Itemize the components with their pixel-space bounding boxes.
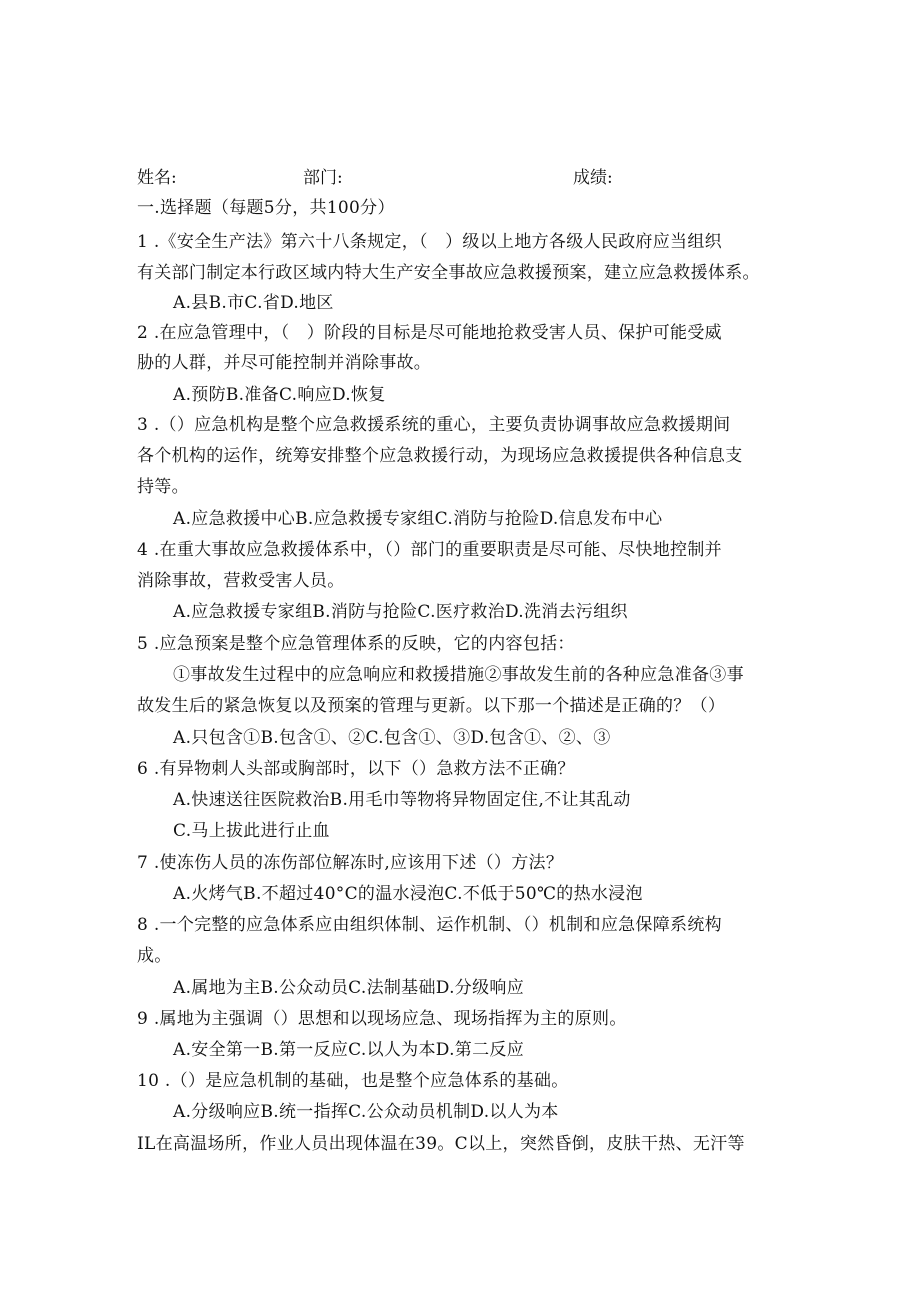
question-6-options-1: A.快速送往医院救治B.用毛巾等物将异物固定住,不让其乱动 [173, 790, 631, 810]
question-4-options: A.应急救援专家组B.消防与抢险C.医疗救治D.洗消去污组织 [173, 602, 628, 622]
question-2-line-2: 胁的人群，并尽可能控制并消除事故。 [137, 353, 432, 373]
question-3-options: A.应急救援中心B.应急救援专家组C.消防与抢险D.信息发布中心 [173, 509, 663, 529]
question-11-line-1: IL在高温场所，作业人员出现体温在39。C以上，突然昏倒，皮肤干热、无汗等 [137, 1134, 745, 1154]
question-1-line-1: 1 .《安全生产法》第六十八条规定，（ ）级以上地方各级人民政府应当组织 [137, 232, 722, 252]
question-1-line-2: 有关部门制定本行政区域内特大生产安全事故应急救援预案，建立应急救援体系。 [137, 263, 760, 283]
question-4-line-2: 消除事故，营救受害人员。 [137, 571, 345, 591]
question-10-options: A.分级响应B.统一指挥C.公众动员机制D.以人为本 [173, 1102, 559, 1122]
section-title: 一.选择题（每题5分，共100分） [137, 198, 395, 218]
question-6-line-1: 6 .有异物刺人头部或胸部时，以下（）急救方法不正确？ [137, 759, 575, 779]
question-9-options: A.安全第一B.第一反应C.以人为本D.第二反应 [173, 1040, 525, 1060]
question-5-sub-line-1: ①事故发生过程中的应急响应和救援措施②事故发生前的各种应急准备③事 [173, 665, 744, 685]
department-label: 部门: [303, 168, 343, 188]
question-3-line-1: 3 .（）应急机构是整个应急救援系统的重心，主要负责协调事故应急救援期间 [137, 415, 731, 435]
question-6-options-2: C.马上拔此进行止血 [173, 821, 330, 841]
question-8-line-2: 成。 [137, 946, 172, 966]
question-5-options: A.只包含①B.包含①、②C.包含①、③D.包含①、②、③ [173, 728, 611, 748]
question-2-options: A.预防B.准备C.响应D.恢复 [173, 385, 386, 405]
question-8-line-1: 8 .一个完整的应急体系应由组织体制、运作机制、（）机制和应急保障系统构 [137, 915, 722, 935]
question-4-line-1: 4 .在重大事故应急救援体系中，（）部门的重要职责是尽可能、尽快地控制并 [137, 540, 722, 560]
question-7-options: A.火烤气B.不超过40°C的温水浸泡C.不低于50℃的热水浸泡 [173, 884, 643, 904]
question-2-line-1: 2 .在应急管理中，（ ）阶段的目标是尽可能地抢救受害人员、保护可能受威 [137, 323, 722, 343]
question-8-options: A.属地为主B.公众动员C.法制基础D.分级响应 [173, 978, 525, 998]
score-label: 成绩: [573, 168, 613, 188]
question-3-line-2: 各个机构的运作，统筹安排整个应急救援行动，为现场应急救援提供各种信息支 [137, 446, 743, 466]
question-1-options: A.县B.市C.省D.地区 [173, 293, 334, 313]
question-5-sub-line-2: 故发生后的紧急恢复以及预案的管理与更新。以下那一个描述是正确的？（） [137, 696, 726, 716]
name-label: 姓名: [137, 168, 177, 188]
question-5-line-1: 5 .应急预案是整个应急管理体系的反映，它的内容包括： [137, 634, 575, 654]
question-3-line-3: 持等。 [137, 477, 189, 497]
question-7-line-1: 7 .使冻伤人员的冻伤部位解冻时,应该用下述（）方法？ [137, 853, 564, 873]
question-10-line-1: 10 .（）是应急机制的基础，也是整个应急体系的基础。 [137, 1071, 569, 1091]
question-9-line-1: 9 .属地为主强调（）思想和以现场应急、现场指挥为主的原则。 [137, 1009, 627, 1029]
